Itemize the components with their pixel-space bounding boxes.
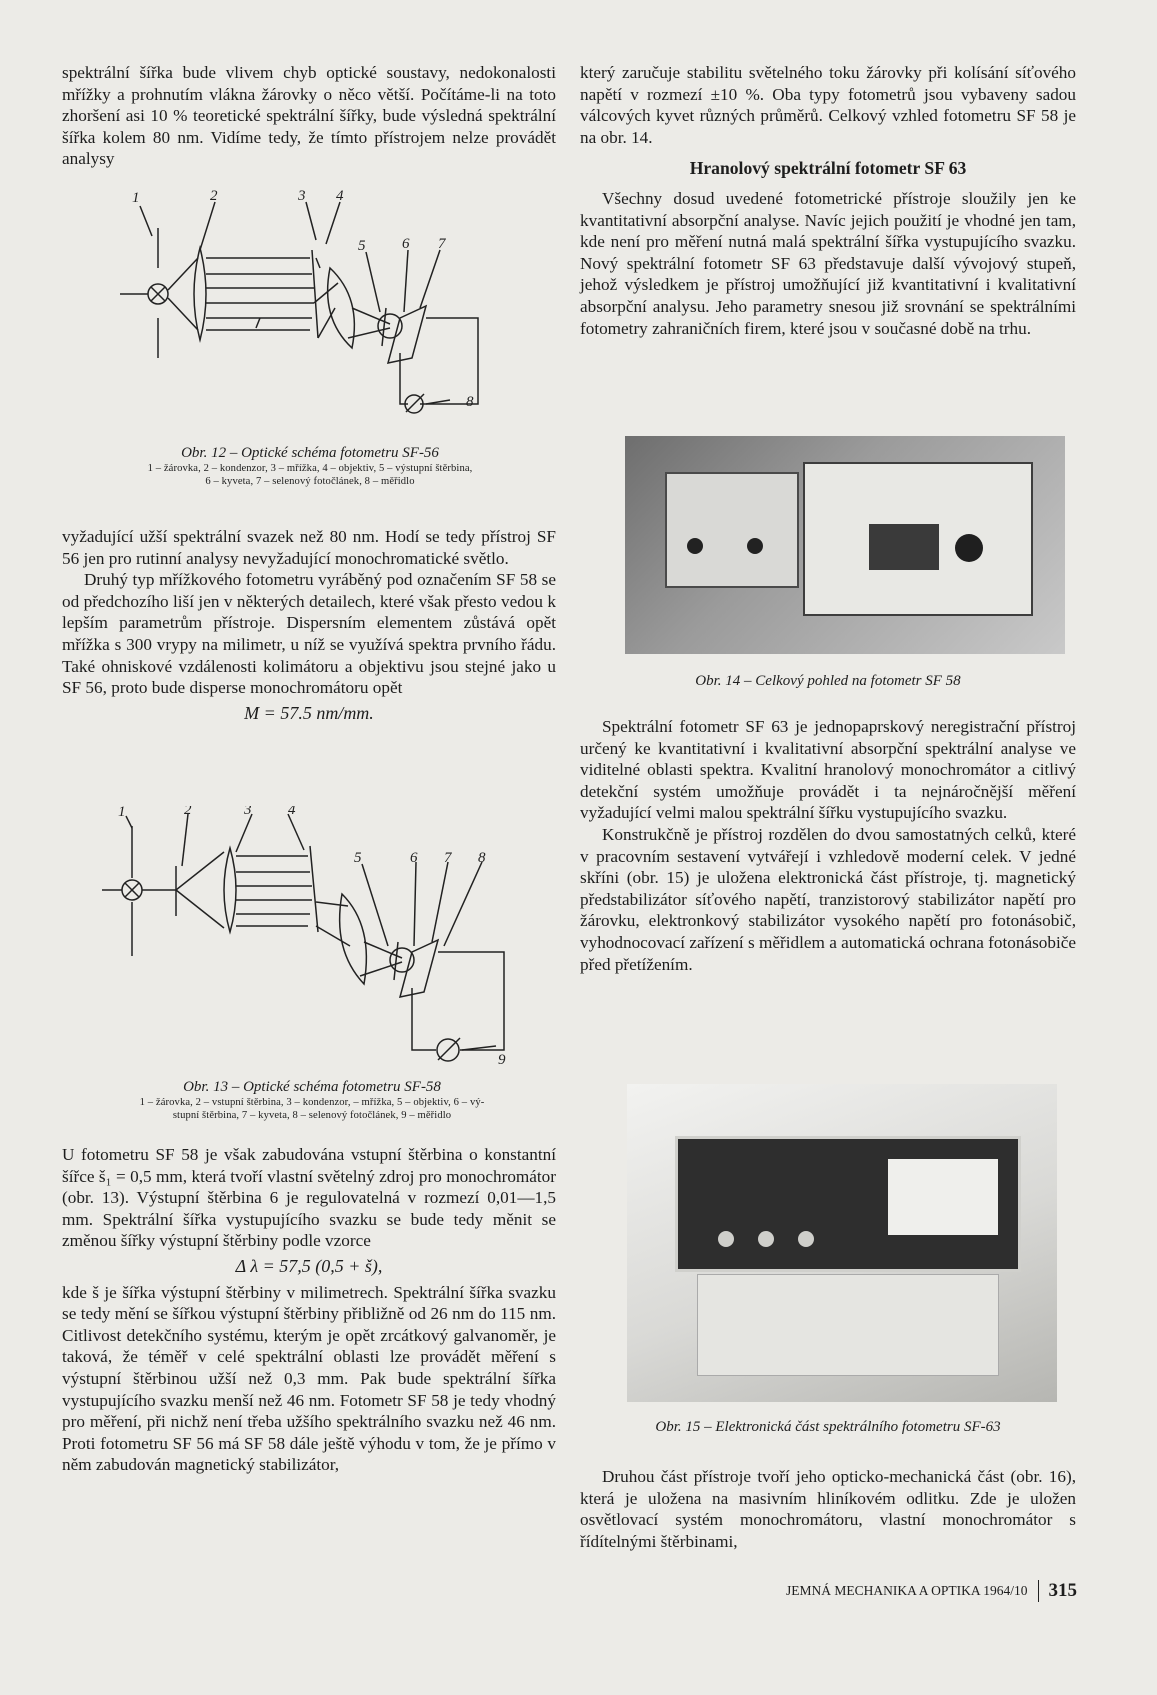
fig12-label-2: 2: [210, 188, 218, 204]
knob-icon: [747, 538, 763, 554]
fig12-label-7: 7: [438, 236, 446, 252]
right-paragraph-2: Všechny dosud uvedené fotometrické přístroje sloužily jen ke kvantitativní absorpční analyse. Navíc jejich použití je vhodné jen tam, kde není pro měření nutná malá spektrální šířka vystupujícího svazku. Nový spektrální fotometr SF 63 představuje další vývojový stupeň, jehož výsledkem je přístroj umožňující již kvantitativní i kvalitativní absorpční analysu. Jeho parametry snesou již srovnání se spektrálními fotometry zahraničních firem, které jsou v současné době na trhu.: [580, 188, 1076, 338]
formula-spectral-width: Δ λ = 57,5 (0,5 + š),: [235, 1255, 383, 1276]
journal-name: JEMNÁ MECHANIKA A OPTIKA 1964/10: [785, 1583, 1028, 1598]
right-column-middle: [580, 716, 1076, 975]
fig13-label-3: 3: [244, 806, 252, 818]
formula-dispersion: M = 57.5 nm/mm.: [244, 702, 374, 723]
fig13-label-9: 9: [498, 1052, 506, 1068]
left-paragraph-3: Druhý typ mřížkového fotometru vyráběný pod označením SF 58 se od předchozího liší jen v některých detailech, které však přesto vedou k lepším parametrům přístroje. Dispersním elementem zůstává opět mřížka s 300 vrypy na milimetr, u níž se využívá spektra prvního řádu. Také ohniskové vzdálenosti kolimátoru a objektivu jsou stejné jako u SF 56, proto bude disperse monochromátoru opět: [62, 570, 556, 698]
left-paragraph-1: spektrální šířka bude vlivem chyb optické soustavy, nedokonalosti mřížky a prohnutím vlákna žárovky o něco větší. Počítáme-li na toto zhoršení asi 10 % teoretické spektrální šířky, bude výsledná spektrální šířka kolem 80 nm. Vidíme tedy, že tímto přístrojem nelze provádět analysy: [62, 63, 556, 169]
fig13-label-1: 1: [118, 806, 126, 820]
page-number: 315: [1038, 1580, 1078, 1602]
figure-13-legend-line-1: 1 – žárovka, 2 – vstupní štěrbina, 3 – kondenzor, – mřížka, 5 – objektiv, 6 – vý-: [139, 1097, 485, 1108]
figure-12-legend-line-2: 6 – kyveta, 7 – selenový fotočlánek, 8 – měřidlo: [205, 476, 415, 487]
figure-12-title: Obr. 12 – Optické schéma fotometru SF-56: [181, 445, 439, 461]
right-column-top: [580, 62, 1076, 339]
photometer-right-unit: [803, 462, 1033, 616]
right-paragraph-1: který zaručuje stabilitu světelného toku žárovky při kolísání síťového napětí v rozmezí ±10 %. Oba typy fotometrů jsou vybaveny sadou válcových kyvet různých průměrů. Celkový vzhled fotometru SF 58 je na obr. 14.: [580, 63, 1076, 147]
cuvette-holder: [869, 524, 939, 570]
right-column-bottom: [580, 1466, 1076, 1552]
fig12-label-1: 1: [132, 190, 140, 206]
right-paragraph-3: Spektrální fotometr SF 63 je jednopaprskový neregistrační přístroj určený ke kvantitativní i kvalitativní absorpční spektrální analyse ve viditelné oblasti spektra. Kvalitní hranolový monochromátor a citlivý detekční systém umožňuje provádět i ta nejnáročnější měření vyžadující velmi malou spektrální šířku vystupujícího svazku.: [580, 717, 1076, 823]
fig12-label-5: 5: [358, 238, 366, 254]
fig13-label-8: 8: [478, 850, 486, 866]
photometer-left-unit: [665, 472, 799, 588]
section-heading: Hranolový spektrální fotometr SF 63: [689, 158, 967, 179]
fig12-label-8: 8: [466, 394, 474, 410]
figure-13: [92, 806, 532, 1121]
knob-icon: [758, 1231, 774, 1247]
knob-icon: [718, 1231, 734, 1247]
figure-14-caption: Obr. 14 – Celkový pohled na fotometr SF 58: [695, 673, 961, 689]
left-paragraph-5: kde š je šířka výstupní štěrbiny v milimetrech. Spektrální šířka svazku se tedy mění se šířkou výstupní štěrbiny přibližně od 26 nm do 115 nm. Citlivost detekčního systému, kterým je opět zrcátkový galvanoměr, je taková, že téměř v celé spektrální oblasti lze provádět měření s výstupní štěrbinou užší než 0,3 mm. Pak bude spektrální šířka vystupujícího svazku menší než 46 nm. Fotometr SF 58 je tedy vhodný pro měření, při nichž není třeba užšího spektrálního svazku než 46 nm. Proti fotometru SF 56 má SF 58 dále ještě výhodu v tom, že je přímo v něm zabudován magnetický stabilizátor,: [62, 1282, 556, 1475]
meter-display: [888, 1159, 998, 1235]
knob-icon: [687, 538, 703, 554]
left-column-top: [62, 62, 556, 170]
figure-13-title: Obr. 13 – Optické schéma fotometru SF-58: [183, 1079, 441, 1095]
figure-15-caption: Obr. 15 – Elektronická část spektrálního fotometru SF-63: [655, 1419, 1001, 1435]
right-paragraph-4: Konstrukčně je přístroj rozdělen do dvou samostatných celků, které v pracovním sestavení vytvářejí i vzhledově moderní celek. V jedné skříni (obr. 15) je uložena elektronická část přístroje, tj. magnetický předstabilizátor síťového napětí, tranzistorový stabilizátor napětí pro žárovku, elektronkový stabilizátor vysokého napětí pro fotonásobič, vyhodnocovací zařízení s měřidlem a automatická ochrana fotonásobiče před přetížením.: [580, 824, 1076, 974]
fig13-label-4: 4: [288, 806, 296, 818]
figure-15-photo: [627, 1084, 1057, 1402]
electronic-unit-front: [675, 1136, 1021, 1272]
left-column-middle: [62, 526, 556, 724]
optical-schema-sf58-diagram: [92, 806, 532, 1074]
page-footer: [786, 1580, 1077, 1602]
fig13-label-5: 5: [354, 850, 362, 866]
optical-schema-sf56-diagram: [90, 188, 530, 438]
figure-13-legend-line-2: stupní štěrbina, 7 – kyveta, 8 – selenový fotočlánek, 9 – měřidlo: [172, 1110, 452, 1121]
fig13-label-7: 7: [444, 850, 452, 866]
fig12-label-4: 4: [336, 188, 344, 204]
figure-12: [90, 188, 530, 487]
figure-12-legend-line-1: 1 – žárovka, 2 – kondenzor, 3 – mřížka, 4 – objektiv, 5 – výstupní štěrbina,: [147, 463, 473, 474]
knob-icon: [955, 534, 983, 562]
figure-14-photo: [625, 436, 1065, 654]
left-paragraph-4: U fotometru SF 58 je však zabudována vstupní štěrbina o konstantní šířce š₁ = 0,5 mm, která tvoří vlastní světelný zdroj pro monochromátor (obr. 13). Výstupní štěrbina 6 je regulovatelná v rozmezí 0,01—1,5 mm. Spektrální šířka vystupujícího svazku se bude tedy měnit se změnou šířky výstupní štěrbiny podle vzorce: [62, 1145, 556, 1251]
left-column-bottom: [62, 1144, 556, 1476]
fig13-label-6: 6: [410, 850, 418, 866]
left-paragraph-2: vyžadující užší spektrální svazek než 80 nm. Hodí se tedy přístroj SF 56 jen pro rutinní analysy nevyžadující monochromatické světlo.: [62, 527, 556, 568]
fig12-label-6: 6: [402, 236, 410, 252]
knob-icon: [798, 1231, 814, 1247]
right-paragraph-5: Druhou část přístroje tvoří jeho opticko-mechanická část (obr. 16), která je uložena na masivním hliníkovém odlitku. Zde je uložen osvětlovací systém monochromátoru, vlastní monochromátor s řídítelnými štěrbinami,: [580, 1467, 1076, 1551]
figure-12-caption: [60, 444, 560, 488]
figure-13-caption: [62, 1078, 562, 1122]
fig13-label-2: 2: [184, 806, 192, 818]
electronic-unit-base: [697, 1274, 999, 1376]
fig12-label-3: 3: [298, 188, 306, 204]
